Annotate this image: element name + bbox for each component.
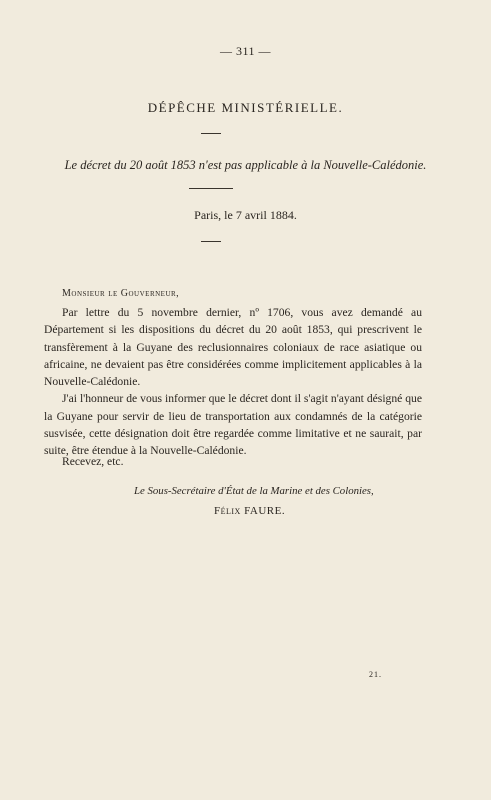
- title-divider: [201, 133, 221, 134]
- page-number: — 311 —: [219, 44, 272, 58]
- date-divider: [201, 241, 221, 242]
- subtitle-divider: [189, 188, 233, 189]
- document-title: DÉPÊCHE MINISTÉRIELLE.: [147, 100, 344, 115]
- closing-line: Recevez, etc.: [62, 455, 124, 468]
- signature-title: Le Sous-Secrétaire d'État de la Marine et des Colonies,: [134, 485, 374, 497]
- salutation: Monsieur le Gouverneur,: [62, 288, 180, 299]
- signature-name: Félix FAURE.: [214, 505, 286, 517]
- signature-mark: 21.: [369, 670, 382, 679]
- date-line: Paris, le 7 avril 1884.: [194, 208, 297, 222]
- body-text: [44, 304, 422, 460]
- body-paragraph-1: Par lettre du 5 novembre dernier, nº 1706, vous avez demandé au Département si les dispositions du décret du 20 août 1853, qui prescrivent le transfèrement à la Guyane des reclusionnaires coloniaux de race asiatique ou africaine, ne devaient pas être considérées comme implicitement applicables à la Nouvelle-Calédonie.: [44, 306, 422, 389]
- body-paragraph-2: J'ai l'honneur de vous informer que le décret dont il s'agit n'ayant désigné que la Guyane pour servir de lieu de transportation aux condamnés de la catégorie susvisée, cette désignation doit être regardée comme limitative et ne saurait, par suite, être étendue à la Nouvelle-Calédonie.: [44, 392, 422, 458]
- document-subtitle: Le décret du 20 août 1853 n'est pas applicable à la Nouvelle-Calédonie.: [64, 158, 427, 172]
